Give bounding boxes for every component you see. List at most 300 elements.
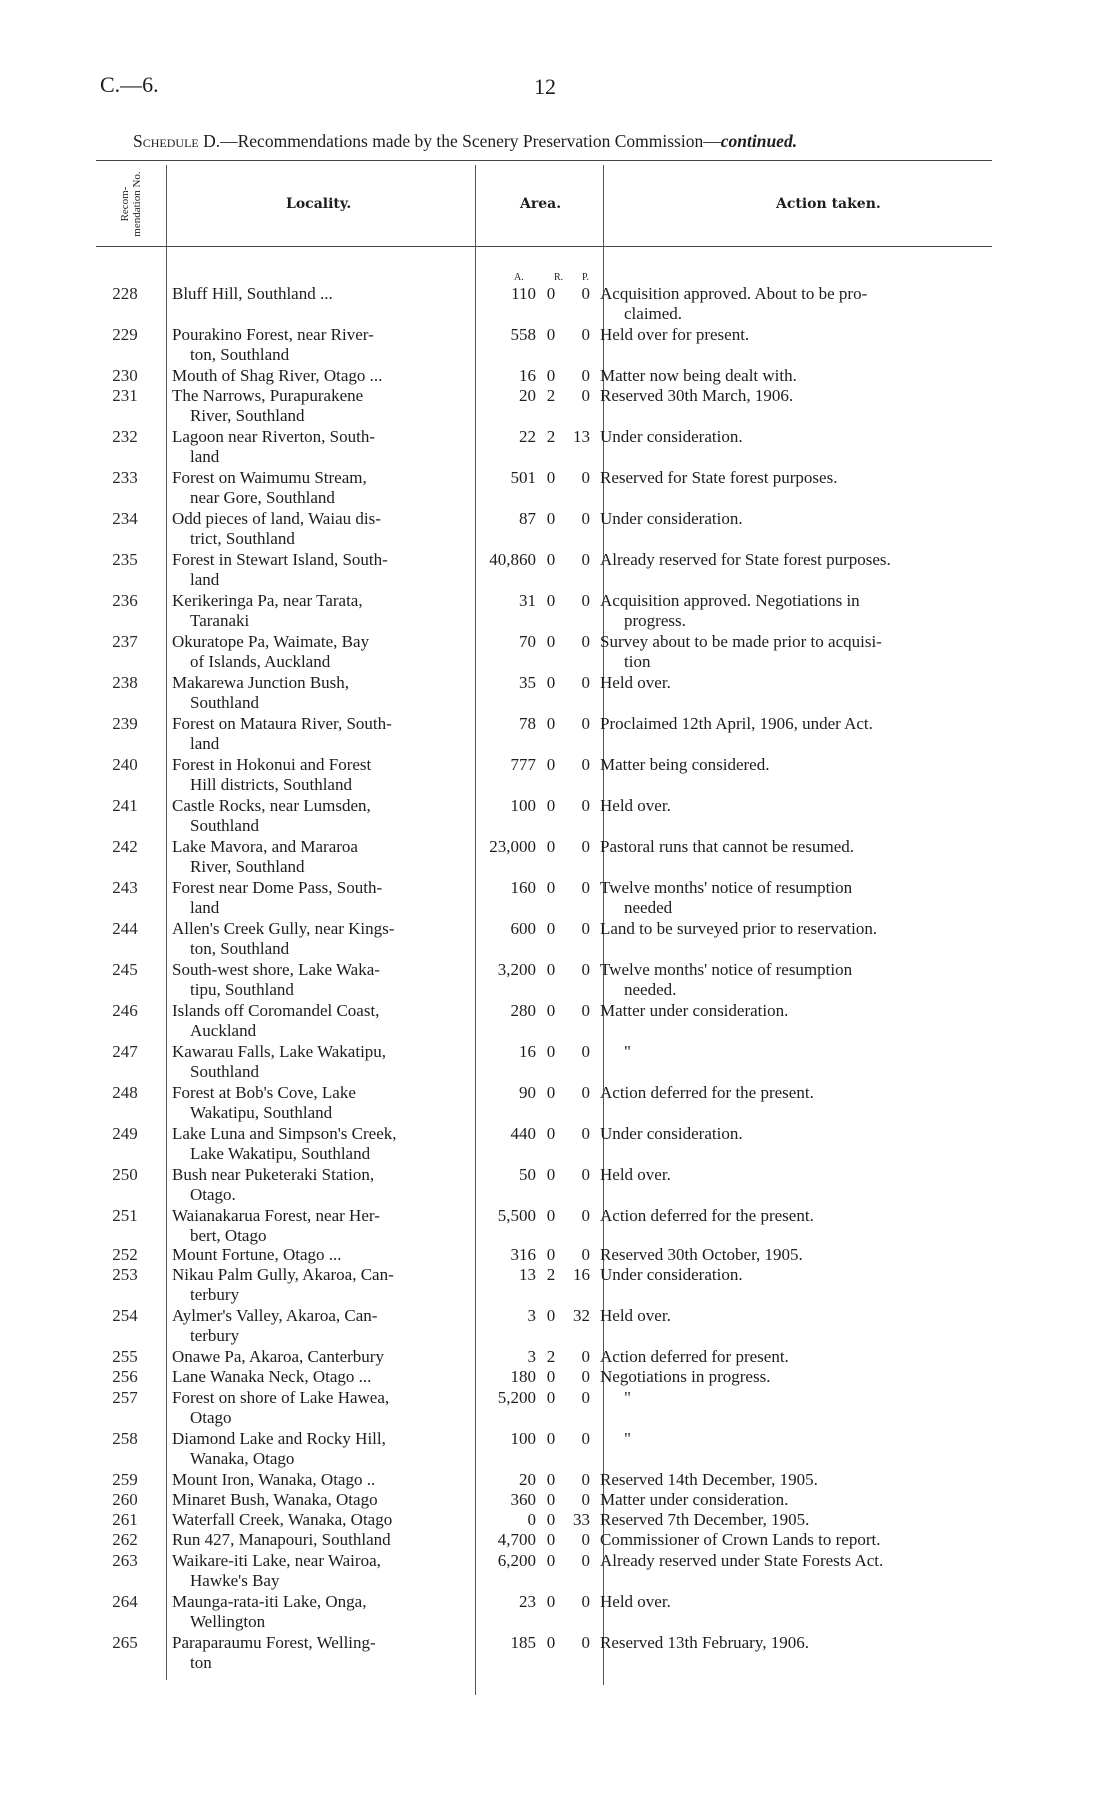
- locality-line-2: Otago: [190, 1408, 232, 1427]
- locality-line-1: Castle Rocks, near Lumsden,: [172, 796, 371, 815]
- action-line-1: Under consideration.: [600, 1265, 743, 1284]
- area-acres: 20: [519, 1470, 536, 1489]
- action-cell: [600, 1470, 988, 1490]
- locality-cell: [172, 1592, 458, 1632]
- rec-number: 248: [112, 1083, 138, 1102]
- action-line-2: ": [624, 1429, 631, 1448]
- area-perches: 0: [581, 325, 590, 344]
- rec-number: 234: [112, 509, 138, 528]
- locality-cell: [172, 325, 458, 365]
- rec-number: 249: [112, 1124, 138, 1143]
- action-cell: [600, 386, 988, 406]
- action-line-1: Held over.: [600, 1165, 671, 1184]
- locality-line-2: land: [190, 898, 220, 917]
- area-acres: 180: [510, 1367, 536, 1386]
- locality-cell: [172, 1265, 458, 1305]
- locality-cell: [172, 919, 458, 959]
- locality-cell: [172, 755, 458, 795]
- area-acres: 5,500: [497, 1206, 536, 1225]
- action-cell: [600, 1388, 988, 1408]
- locality-cell: [172, 1083, 458, 1123]
- area-roods: 0: [546, 468, 556, 487]
- area-perches: 33: [573, 1510, 590, 1529]
- rec-number: 242: [112, 837, 138, 856]
- locality-cell: [172, 366, 458, 386]
- area-acres: 22: [519, 427, 536, 446]
- action-line-2: needed.: [624, 980, 677, 999]
- locality-line-1: South-west shore, Lake Waka-: [172, 960, 380, 979]
- locality-cell: [172, 960, 458, 1000]
- area-perches: 16: [573, 1265, 590, 1284]
- area-perches: 0: [581, 509, 590, 528]
- locality-line-2: trict, Southland: [190, 529, 295, 548]
- action-cell: [600, 714, 988, 734]
- locality-cell: [172, 1530, 458, 1550]
- locality-line-1: Kerikeringa Pa, near Tarata,: [172, 591, 363, 610]
- action-line-1: Already reserved under State Forests Act.: [600, 1551, 884, 1570]
- locality-cell: [172, 1124, 458, 1164]
- action-cell: [600, 468, 988, 488]
- area-perches: 0: [581, 1530, 590, 1549]
- locality-cell: [172, 673, 458, 713]
- action-cell: [600, 550, 988, 570]
- locality-line-1: Forest on shore of Lake Hawea,: [172, 1388, 390, 1407]
- locality-cell: [172, 1306, 458, 1346]
- area-perches: 0: [581, 919, 590, 938]
- locality-line-2: bert, Otago: [190, 1226, 267, 1245]
- area-acres: 280: [510, 1001, 536, 1020]
- locality-cell: [172, 1388, 458, 1428]
- column-header-locality: Locality.: [286, 196, 352, 212]
- action-cell: [600, 1367, 988, 1387]
- area-acres: 78: [519, 714, 536, 733]
- area-perches: 0: [581, 1347, 590, 1366]
- rec-number: 247: [112, 1042, 138, 1061]
- action-cell: [600, 427, 988, 447]
- locality-cell: [172, 714, 458, 754]
- locality-cell: [172, 1551, 458, 1591]
- area-roods: 0: [546, 1490, 556, 1509]
- document-reference: C.—6.: [100, 72, 159, 97]
- action-line-1: Under consideration.: [600, 509, 743, 528]
- locality-line-1: Bush near Puketeraki Station,: [172, 1165, 375, 1184]
- locality-line-1: Lake Mavora, and Mararoa: [172, 837, 358, 856]
- rec-number: 259: [112, 1470, 138, 1489]
- locality-line-2: terbury: [190, 1326, 240, 1345]
- rec-number: 233: [112, 468, 138, 487]
- area-acres: 3: [527, 1306, 536, 1325]
- area-roods: 0: [546, 1367, 556, 1386]
- locality-line-2: of Islands, Auckland: [190, 652, 331, 671]
- area-roods: 0: [546, 714, 556, 733]
- locality-line-2: Otago.: [190, 1185, 236, 1204]
- locality-line-1: Diamond Lake and Rocky Hill,: [172, 1429, 386, 1448]
- action-cell: [600, 919, 988, 939]
- action-line-1: Held over.: [600, 1306, 671, 1325]
- locality-line-2: Auckland: [190, 1021, 257, 1040]
- action-cell: [600, 1429, 988, 1449]
- rec-number: 238: [112, 673, 138, 692]
- area-perches: 0: [581, 1001, 590, 1020]
- locality-line-2: Hill districts, Southland: [190, 775, 352, 794]
- locality-line-2: Lake Wakatipu, Southland: [190, 1144, 371, 1163]
- action-line-1: Held over.: [600, 796, 671, 815]
- locality-line-1: Waterfall Creek, Wanaka, Otago: [172, 1510, 393, 1529]
- action-cell: [600, 796, 988, 816]
- area-acres: 16: [519, 1042, 536, 1061]
- action-cell: [600, 509, 988, 529]
- schedule-title-text: D.—Recommendations made by the Scenery Preservation Commission—: [198, 131, 721, 151]
- locality-cell: [172, 878, 458, 918]
- locality-cell: [172, 591, 458, 631]
- action-line-1: Reserved 14th December, 1905.: [600, 1470, 818, 1489]
- action-cell: [600, 1206, 988, 1226]
- action-line-1: Already reserved for State forest purposes.: [600, 550, 891, 569]
- area-roods: 0: [546, 591, 556, 610]
- area-perches: 0: [581, 468, 590, 487]
- area-acres: 16: [519, 366, 536, 385]
- area-perches: 0: [581, 960, 590, 979]
- header-bottom-rule: [96, 246, 992, 247]
- locality-cell: [172, 284, 458, 304]
- area-perches: 0: [581, 1633, 590, 1652]
- area-acres: 23,000: [489, 837, 536, 856]
- locality-line-2: land: [190, 447, 220, 466]
- area-perches: 0: [581, 550, 590, 569]
- area-acres: 20: [519, 386, 536, 405]
- area-perches: 0: [581, 1245, 590, 1264]
- rec-number: 244: [112, 919, 138, 938]
- locality-line-1: Nikau Palm Gully, Akaroa, Can-: [172, 1265, 394, 1284]
- area-acres: 185: [510, 1633, 536, 1652]
- locality-cell: [172, 1429, 458, 1469]
- rec-number: 258: [112, 1429, 138, 1448]
- area-acres: 23: [519, 1592, 536, 1611]
- action-line-1: Reserved for State forest purposes.: [600, 468, 838, 487]
- area-roods: 0: [546, 1001, 556, 1020]
- locality-line-1: Mount Iron, Wanaka, Otago ..: [172, 1470, 376, 1489]
- action-line-2: claimed.: [624, 304, 683, 323]
- action-line-1: Twelve months' notice of resumption: [600, 878, 853, 897]
- action-line-1: Pastoral runs that cannot be resumed.: [600, 837, 854, 856]
- locality-line-1: Lake Luna and Simpson's Creek,: [172, 1124, 397, 1143]
- rec-number: 260: [112, 1490, 138, 1509]
- locality-cell: [172, 1165, 458, 1205]
- area-acres: 40,860: [489, 550, 536, 569]
- area-perches: 0: [581, 1470, 590, 1489]
- locality-line-1: Odd pieces of land, Waiau dis-: [172, 509, 381, 528]
- area-roods: 0: [546, 755, 556, 774]
- action-line-1: Acquisition approved. Negotiations in: [600, 591, 860, 610]
- area-perches: 0: [581, 284, 590, 303]
- area-roods: 0: [546, 673, 556, 692]
- area-perches: 0: [581, 1592, 590, 1611]
- area-roods: 0: [546, 919, 556, 938]
- locality-cell: [172, 386, 458, 426]
- action-cell: [600, 1245, 988, 1265]
- action-cell: [600, 1001, 988, 1021]
- area-acres: 50: [519, 1165, 536, 1184]
- area-acres: 4,700: [497, 1530, 536, 1549]
- area-roods: 0: [546, 632, 556, 651]
- area-roods: 0: [546, 1206, 556, 1225]
- action-line-1: Matter being considered.: [600, 755, 770, 774]
- area-perches: 32: [573, 1306, 590, 1325]
- area-acres: 558: [510, 325, 536, 344]
- locality-line-2: terbury: [190, 1285, 240, 1304]
- rec-number: 264: [112, 1592, 138, 1611]
- locality-line-1: Forest in Stewart Island, South-: [172, 550, 388, 569]
- locality-line-1: Mount Fortune, Otago ...: [172, 1245, 342, 1264]
- action-line-1: Acquisition approved. About to be pro-: [600, 284, 868, 303]
- locality-cell: [172, 1206, 458, 1246]
- area-roods: 0: [546, 960, 556, 979]
- rec-number: 236: [112, 591, 138, 610]
- action-line-1: Held over.: [600, 1592, 671, 1611]
- unit-acres: A.: [514, 272, 524, 283]
- action-cell: [600, 1633, 988, 1653]
- action-line-2: tion: [624, 652, 651, 671]
- action-line-1: Matter under consideration.: [600, 1001, 789, 1020]
- rec-number: 232: [112, 427, 138, 446]
- schedule-suffix: continued.: [720, 131, 798, 151]
- area-perches: 0: [581, 673, 590, 692]
- area-roods: 0: [546, 284, 556, 303]
- area-perches: 0: [581, 878, 590, 897]
- locality-cell: [172, 1001, 458, 1041]
- area-roods: 0: [546, 1429, 556, 1448]
- action-line-1: Commissioner of Crown Lands to report.: [600, 1530, 881, 1549]
- action-cell: [600, 1510, 988, 1530]
- locality-cell: [172, 550, 458, 590]
- locality-cell: [172, 796, 458, 836]
- action-line-1: Proclaimed 12th April, 1906, under Act.: [600, 714, 873, 733]
- area-acres: 100: [510, 796, 536, 815]
- action-line-1: Matter now being dealt with.: [600, 366, 797, 385]
- action-cell: [600, 1165, 988, 1185]
- locality-line-2: tipu, Southland: [190, 980, 294, 999]
- area-acres: 3,200: [497, 960, 536, 979]
- area-perches: 0: [581, 386, 590, 405]
- locality-line-1: Forest on Waimumu Stream,: [172, 468, 367, 487]
- area-roods: 0: [546, 1165, 556, 1184]
- locality-cell: [172, 1347, 458, 1367]
- area-perches: 0: [581, 1388, 590, 1407]
- rec-number: 256: [112, 1367, 138, 1386]
- action-line-1: Under consideration.: [600, 427, 743, 446]
- locality-line-1: Paraparaumu Forest, Welling-: [172, 1633, 376, 1652]
- rec-number: 255: [112, 1347, 138, 1366]
- locality-line-1: Minaret Bush, Wanaka, Otago: [172, 1490, 378, 1509]
- rec-number: 246: [112, 1001, 138, 1020]
- action-cell: [600, 960, 988, 1000]
- locality-line-2: River, Southland: [190, 857, 305, 876]
- locality-line-1: Aylmer's Valley, Akaroa, Can-: [172, 1306, 378, 1325]
- locality-cell: [172, 1470, 458, 1490]
- area-acres: 777: [510, 755, 536, 774]
- area-acres: 360: [510, 1490, 536, 1509]
- area-roods: 0: [546, 878, 556, 897]
- locality-line-1: Forest near Dome Pass, South-: [172, 878, 383, 897]
- action-cell: [600, 673, 988, 693]
- area-roods: 0: [546, 1124, 556, 1143]
- rec-number: 235: [112, 550, 138, 569]
- action-line-1: Matter under consideration.: [600, 1490, 789, 1509]
- rec-number: 241: [112, 796, 138, 815]
- locality-cell: [172, 632, 458, 672]
- area-perches: 0: [581, 1083, 590, 1102]
- area-perches: 13: [573, 427, 590, 446]
- area-roods: 0: [546, 1633, 556, 1652]
- locality-line-2: ton, Southland: [190, 345, 290, 364]
- area-roods: 0: [546, 1083, 556, 1102]
- unit-perches: P.: [582, 272, 589, 283]
- rec-number: 265: [112, 1633, 138, 1652]
- locality-line-1: Waianakarua Forest, near Her-: [172, 1206, 380, 1225]
- locality-cell: [172, 1245, 458, 1265]
- area-roods: 0: [546, 1592, 556, 1611]
- area-roods: 2: [546, 386, 556, 405]
- locality-line-1: Run 427, Manapouri, Southland: [172, 1530, 391, 1549]
- locality-cell: [172, 1510, 458, 1530]
- action-line-1: Action deferred for the present.: [600, 1206, 814, 1225]
- locality-line-1: Kawarau Falls, Lake Wakatipu,: [172, 1042, 387, 1061]
- area-roods: 0: [546, 1042, 556, 1061]
- locality-line-1: Forest on Mataura River, South-: [172, 714, 392, 733]
- area-acres: 35: [519, 673, 536, 692]
- area-perches: 0: [581, 796, 590, 815]
- locality-cell: [172, 1367, 458, 1387]
- action-line-1: Action deferred for present.: [600, 1347, 789, 1366]
- locality-line-2: Wellington: [190, 1612, 266, 1631]
- action-cell: [600, 1490, 988, 1510]
- rec-number: 262: [112, 1530, 138, 1549]
- area-acres: 70: [519, 632, 536, 651]
- locality-line-1: Forest at Bob's Cove, Lake: [172, 1083, 356, 1102]
- action-line-1: Negotiations in progress.: [600, 1367, 771, 1386]
- action-line-2: ": [624, 1042, 631, 1061]
- rec-number: 239: [112, 714, 138, 733]
- rec-number: 237: [112, 632, 138, 651]
- schedule-prefix: Schedule: [133, 131, 199, 151]
- locality-line-2: land: [190, 570, 220, 589]
- locality-cell: [172, 837, 458, 877]
- rec-number: 253: [112, 1265, 138, 1284]
- locality-line-2: ton: [190, 1653, 212, 1672]
- area-acres: 5,200: [497, 1388, 536, 1407]
- locality-line-2: River, Southland: [190, 406, 305, 425]
- locality-line-1: Mouth of Shag River, Otago ...: [172, 366, 383, 385]
- area-perches: 0: [581, 1165, 590, 1184]
- locality-line-2: Hawke's Bay: [190, 1571, 280, 1590]
- rec-number: 254: [112, 1306, 138, 1325]
- locality-line-1: Okuratope Pa, Waimate, Bay: [172, 632, 370, 651]
- area-acres: 316: [510, 1245, 536, 1264]
- locality-line-2: Wanaka, Otago: [190, 1449, 295, 1468]
- action-line-1: Reserved 13th February, 1906.: [600, 1633, 809, 1652]
- column-header-action: Action taken.: [776, 196, 881, 212]
- locality-line-1: Pourakino Forest, near River-: [172, 325, 374, 344]
- area-perches: 0: [581, 714, 590, 733]
- area-roods: 0: [546, 1551, 556, 1570]
- rec-number: 243: [112, 878, 138, 897]
- area-roods: 0: [546, 796, 556, 815]
- locality-line-2: Wakatipu, Southland: [190, 1103, 333, 1122]
- area-perches: 0: [581, 1124, 590, 1143]
- action-line-1: Survey about to be made prior to acquisi-: [600, 632, 882, 651]
- action-line-1: Land to be surveyed prior to reservation.: [600, 919, 878, 938]
- area-acres: 600: [510, 919, 536, 938]
- locality-line-1: Onawe Pa, Akaroa, Canterbury: [172, 1347, 384, 1366]
- area-perches: 0: [581, 591, 590, 610]
- rec-number: 245: [112, 960, 138, 979]
- rec-number: 261: [112, 1510, 138, 1529]
- area-roods: 0: [546, 550, 556, 569]
- column-header-rec-no: Recom-mendation No.: [119, 171, 143, 237]
- action-cell: [600, 1042, 988, 1062]
- area-perches: 0: [581, 1490, 590, 1509]
- action-cell: [600, 1592, 988, 1612]
- rec-number: 252: [112, 1245, 138, 1264]
- action-cell: [600, 837, 988, 857]
- table-top-rule: [96, 160, 992, 161]
- rec-number: 250: [112, 1165, 138, 1184]
- locality-line-2: near Gore, Southland: [190, 488, 335, 507]
- action-cell: [600, 325, 988, 345]
- locality-line-2: Southland: [190, 1062, 259, 1081]
- area-roods: 2: [546, 427, 556, 446]
- action-line-2: ": [624, 1388, 631, 1407]
- action-cell: [600, 591, 988, 631]
- action-line-1: Twelve months' notice of resumption: [600, 960, 853, 979]
- area-roods: 0: [546, 509, 556, 528]
- area-roods: 0: [546, 1306, 556, 1325]
- action-cell: [600, 366, 988, 386]
- area-roods: 2: [546, 1347, 556, 1366]
- action-cell: [600, 1265, 988, 1285]
- locality-line-1: Lagoon near Riverton, South-: [172, 427, 376, 446]
- locality-line-1: Forest in Hokonui and Forest: [172, 755, 372, 774]
- action-cell: [600, 632, 988, 672]
- area-acres: 100: [510, 1429, 536, 1448]
- area-perches: 0: [581, 1551, 590, 1570]
- locality-cell: [172, 1633, 458, 1673]
- action-cell: [600, 755, 988, 775]
- area-acres: 13: [519, 1265, 536, 1284]
- locality-line-1: The Narrows, Purapurakene: [172, 386, 364, 405]
- locality-cell: [172, 427, 458, 467]
- locality-cell: [172, 509, 458, 549]
- rec-number: 228: [112, 284, 138, 303]
- action-line-1: Held over for present.: [600, 325, 750, 344]
- area-acres: 87: [519, 509, 536, 528]
- locality-line-2: land: [190, 734, 220, 753]
- rec-number: 230: [112, 366, 138, 385]
- locality-line-1: Islands off Coromandel Coast,: [172, 1001, 380, 1020]
- area-acres: 501: [510, 468, 536, 487]
- action-line-2: progress.: [624, 611, 686, 630]
- area-perches: 0: [581, 366, 590, 385]
- rec-number: 263: [112, 1551, 138, 1570]
- action-line-1: Reserved 30th March, 1906.: [600, 386, 794, 405]
- action-cell: [600, 1083, 988, 1103]
- column-header-area: Area.: [520, 196, 562, 212]
- rec-number: 240: [112, 755, 138, 774]
- area-roods: 0: [546, 1470, 556, 1489]
- locality-line-1: Allen's Creek Gully, near Kings-: [172, 919, 395, 938]
- action-line-1: Reserved 7th December, 1905.: [600, 1510, 810, 1529]
- action-line-2: needed: [624, 898, 673, 917]
